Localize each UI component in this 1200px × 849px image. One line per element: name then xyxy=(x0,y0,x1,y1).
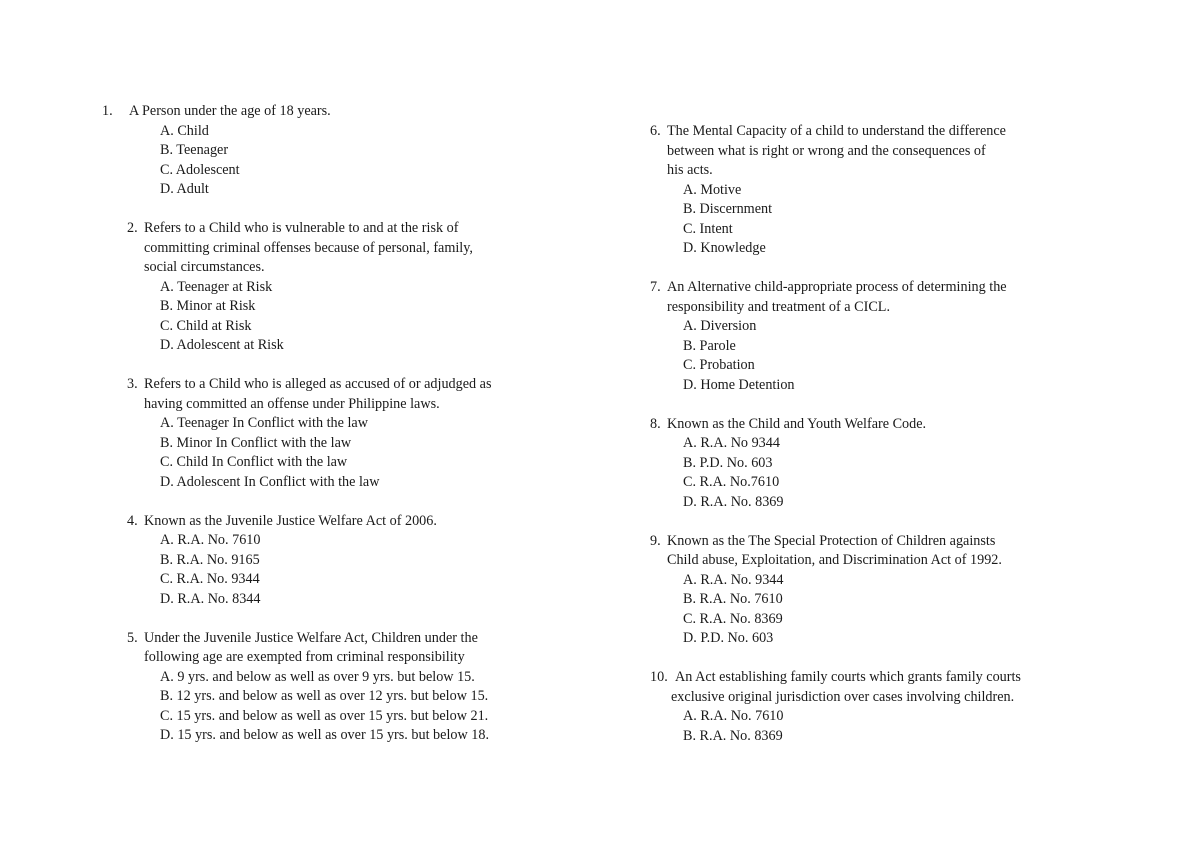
answer-option: C. Intent xyxy=(683,220,733,237)
answer-option: A. R.A. No. 7610 xyxy=(683,708,784,724)
question-stem: A Person under the age of 18 years. xyxy=(129,103,331,119)
answer-option: D. 15 yrs. and below as well as over 15 yrs. but below 18. xyxy=(160,727,490,743)
question-stem: The Mental Capacity of a child to understand the difference xyxy=(667,123,1006,139)
answer-option: A. R.A. No. 9344 xyxy=(683,571,784,588)
answer-option: B. R.A. No. 7610 xyxy=(683,591,783,607)
question-stem: Known as the Child and Youth Welfare Code. xyxy=(667,415,927,432)
question-stem: Child abuse, Exploitation, and Discrimination Act of 1992. xyxy=(667,552,1002,568)
answer-option: D. Adolescent at Risk xyxy=(160,337,284,353)
question-number: 3. xyxy=(127,376,138,392)
answer-option: A. Diversion xyxy=(683,318,757,334)
question-stem: having committed an offense under Philippine laws. xyxy=(144,395,440,412)
answer-option: A. R.A. No 9344 xyxy=(683,435,780,451)
answer-option: D. Adult xyxy=(160,181,209,197)
answer-option: D. Adolescent In Conflict with the law xyxy=(160,473,380,490)
question-stem: responsibility and treatment of a CICL. xyxy=(667,298,891,315)
question-number: 4. xyxy=(127,512,138,529)
answer-option: C. R.A. No. 8369 xyxy=(683,610,783,627)
answer-option: C. 15 yrs. and below as well as over 15 yrs. but below 21. xyxy=(160,707,489,724)
question-number: 8. xyxy=(650,415,661,432)
question-stem: Known as the Juvenile Justice Welfare Act of 2006. xyxy=(144,512,437,529)
question-number: 2. xyxy=(127,220,138,236)
question-number: 7. xyxy=(650,279,661,295)
answer-option: B. 12 yrs. and below as well as over 12 yrs. but below 15. xyxy=(160,688,489,704)
answer-option: A. Motive xyxy=(683,181,742,198)
answer-option: B. Parole xyxy=(683,337,736,354)
question-stem: An Alternative child-appropriate process of determining the xyxy=(667,279,1007,295)
answer-option: C. Adolescent xyxy=(160,161,240,178)
answer-option: C. R.A. No.7610 xyxy=(683,474,780,490)
answer-option: A. 9 yrs. and below as well as over 9 yrs. but below 15. xyxy=(160,668,475,685)
answer-option: C. Child at Risk xyxy=(160,317,252,334)
answer-option: B. Teenager xyxy=(160,142,229,158)
question-stem: his acts. xyxy=(667,162,713,178)
answer-option: D. R.A. No. 8369 xyxy=(683,493,784,510)
question-number: 9. xyxy=(650,532,661,549)
answer-option: C. R.A. No. 9344 xyxy=(160,571,260,587)
answer-option: D. Knowledge xyxy=(683,240,766,256)
question-stem: Under the Juvenile Justice Welfare Act, Children under the xyxy=(144,629,478,646)
answer-option: B. P.D. No. 603 xyxy=(683,454,773,471)
question-stem: committing criminal offenses because of personal, family, xyxy=(144,239,473,256)
question-number: 5. xyxy=(127,629,138,646)
question-stem: between what is right or wrong and the consequences of xyxy=(667,142,986,159)
answer-option: A. Teenager at Risk xyxy=(160,278,273,295)
answer-option: D. P.D. No. 603 xyxy=(683,630,774,646)
answer-option: A. R.A. No. 7610 xyxy=(160,532,261,548)
answer-option: B. Minor In Conflict with the law xyxy=(160,434,352,451)
answer-option: A. Teenager In Conflict with the law xyxy=(160,415,368,431)
question-number: 1. xyxy=(102,103,113,119)
answer-option: B. Minor at Risk xyxy=(160,298,256,314)
question-stem: Refers to a Child who is alleged as accused of or adjudged as xyxy=(144,376,492,392)
question-stem: Refers to a Child who is vulnerable to and at the risk of xyxy=(144,220,459,236)
answer-option: D. R.A. No. 8344 xyxy=(160,590,261,607)
question-stem: Known as the The Special Protection of Children againsts xyxy=(667,532,996,549)
question-stem: following age are exempted from criminal responsibility xyxy=(144,649,465,665)
question-number: 6. xyxy=(650,123,661,139)
answer-option: C. Probation xyxy=(683,357,755,373)
answer-option: A. Child xyxy=(160,122,209,139)
question-stem: exclusive original jurisdiction over cases involving children. xyxy=(671,688,1015,705)
answer-option: B. R.A. No. 9165 xyxy=(160,551,260,568)
answer-option: D. Home Detention xyxy=(683,376,795,393)
answer-option: B. Discernment xyxy=(683,201,773,217)
answer-option: B. R.A. No. 8369 xyxy=(683,727,783,744)
question-stem: An Act establishing family courts which grants family courts xyxy=(675,669,1021,685)
answer-option: C. Child In Conflict with the law xyxy=(160,454,348,470)
question-stem: social circumstances. xyxy=(144,259,265,275)
question-number: 10. xyxy=(650,669,668,685)
